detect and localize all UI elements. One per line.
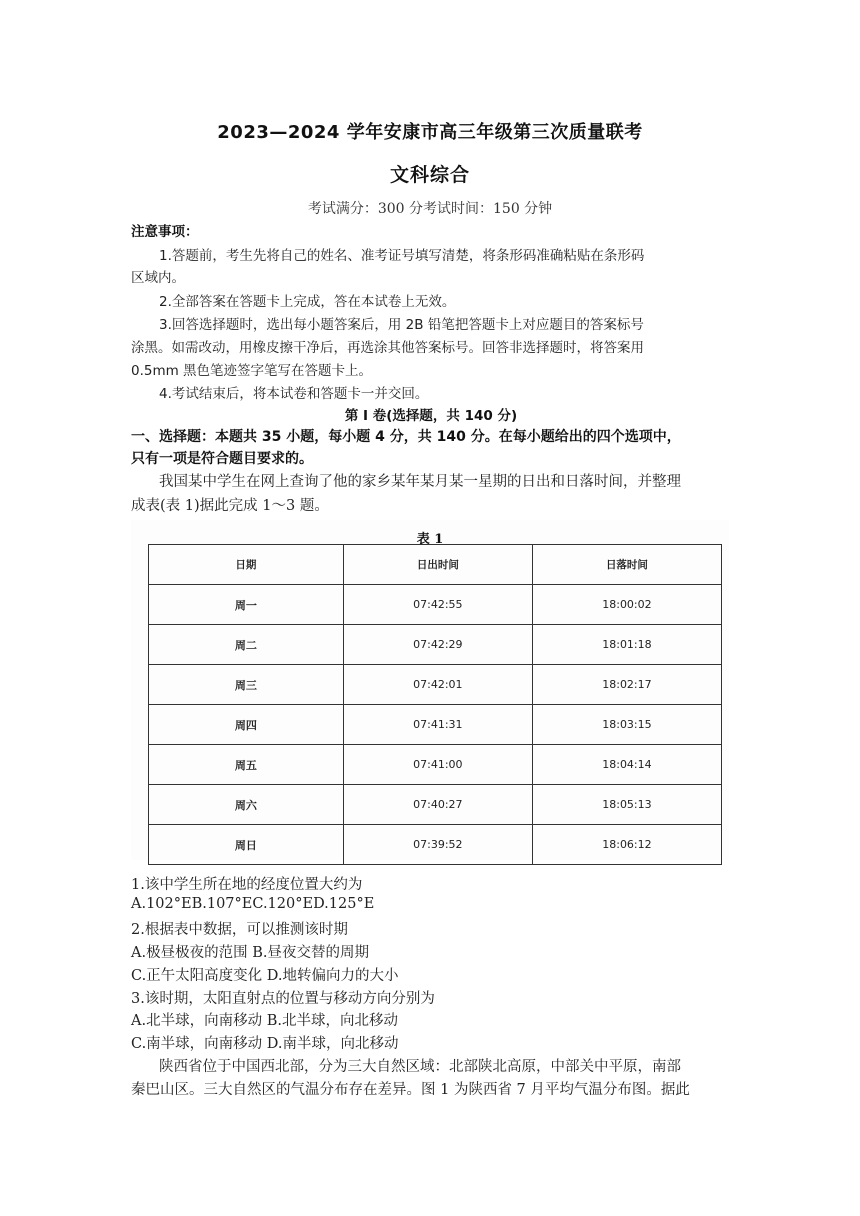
question-2-stem: 2.根据表中数据，可以推测该时期 (131, 922, 348, 938)
section-instruction-line-2: 只有一项是符合题目要求的。 (131, 451, 313, 467)
sunrise-cell: 07:41:31 (343, 705, 532, 745)
table-1-caption: 表 1 (416, 532, 444, 547)
table-row (149, 705, 722, 745)
volume-title: 第 I 卷(选择题，共 140 分) (344, 408, 518, 424)
sunset-cell: 18:06:12 (532, 825, 721, 865)
passage-line-2: 秦巴山区。三大自然区的气温分布存在差异。图 1 为陕西省 7 月平均气温分布图。据此 (131, 1082, 690, 1098)
table-row (149, 625, 722, 665)
question-2-options-line-1: A.极昼极夜的范围 B.昼夜交替的周期 (131, 945, 369, 961)
table-header-row (149, 545, 722, 585)
day-cell: 周一 (149, 585, 344, 625)
exam-title: 2023—2024 学年安康市高三年级第三次质量联考 (217, 122, 643, 143)
question-2-options-line-2: C.正午太阳高度变化 D.地转偏向力的大小 (131, 968, 399, 984)
notice-item-1-line-2: 区域内。 (131, 270, 185, 286)
table-1-figure (131, 520, 729, 860)
notice-item-3-line-3: 0.5mm 黑色笔迹签字笔写在答题卡上。 (131, 363, 373, 379)
table-row (149, 785, 722, 825)
subject-title: 文科综合 (389, 164, 470, 186)
notice-item-3-line-2: 涂黑。如需改动，用橡皮擦干净后，再选涂其他答案标号。回答非选择题时，将答案用 (131, 340, 644, 356)
table-row (149, 665, 722, 705)
question-3-options-line-2: C.南半球，向南移动 D.南半球，向北移动 (131, 1036, 399, 1052)
notice-item-3-line-1: 3.回答选择题时，选出每小题答案后，用 2B 铅笔把答题卡上对应题目的答案标号 (159, 317, 644, 333)
table-row (149, 745, 722, 785)
sunrise-cell: 07:40:27 (343, 785, 532, 825)
day-cell: 周五 (149, 745, 344, 785)
day-cell: 周二 (149, 625, 344, 665)
sunrise-cell: 07:42:01 (343, 665, 532, 705)
section-instruction-line-1: 一、选择题：本题共 35 小题，每小题 4 分，共 140 分。在每小题给出的四个选项中， (131, 429, 681, 445)
sunrise-sunset-table (148, 544, 722, 865)
sunset-cell: 18:02:17 (532, 665, 721, 705)
exam-info: 考试满分：300 分考试时间：150 分钟 (307, 201, 553, 217)
intro-line-2: 成表(表 1)据此完成 1～3 题。 (131, 498, 329, 514)
day-cell: 周六 (149, 785, 344, 825)
sunset-cell: 18:04:14 (532, 745, 721, 785)
passage-line-1: 陕西省位于中国西北部，分为三大自然区域：北部陕北高原，中部关中平原，南部 (159, 1059, 681, 1075)
sunrise-cell: 07:42:29 (343, 625, 532, 665)
notice-item-1-line-1: 1.答题前，考生先将自己的姓名、准考证号填写清楚，将条形码准确粘贴在条形码 (159, 248, 645, 264)
sunset-cell: 18:03:15 (532, 705, 721, 745)
intro-line-1: 我国某中学生在网上查询了他的家乡某年某月某一星期的日出和日落时间，并整理 (159, 474, 681, 490)
sunset-cell: 18:01:18 (532, 625, 721, 665)
notice-item-2: 2.全部答案在答题卡上完成，答在本试卷上无效。 (159, 294, 456, 310)
sunrise-cell: 07:41:00 (343, 745, 532, 785)
question-3-stem: 3.该时期，太阳直射点的位置与移动方向分别为 (131, 991, 435, 1007)
question-1-stem: 1.该中学生所在地的经度位置大约为 (131, 877, 363, 893)
sunset-cell: 18:05:13 (532, 785, 721, 825)
sunrise-cell: 07:39:52 (343, 825, 532, 865)
day-cell: 周三 (149, 665, 344, 705)
notice-heading: 注意事项： (131, 224, 199, 240)
header-sunrise: 日出时间 (343, 545, 532, 585)
table-row (149, 585, 722, 625)
header-date: 日期 (149, 545, 344, 585)
sunset-cell: 18:00:02 (532, 585, 721, 625)
question-1-options: A.102°EB.107°EC.120°ED.125°E (131, 896, 375, 912)
sunrise-cell: 07:42:55 (343, 585, 532, 625)
day-cell: 周四 (149, 705, 344, 745)
header-sunset: 日落时间 (532, 545, 721, 585)
day-cell: 周日 (149, 825, 344, 865)
table-row (149, 825, 722, 865)
notice-item-4: 4.考试结束后，将本试卷和答题卡一并交回。 (159, 386, 429, 402)
question-3-options-line-1: A.北半球，向南移动 B.北半球，向北移动 (131, 1013, 398, 1029)
